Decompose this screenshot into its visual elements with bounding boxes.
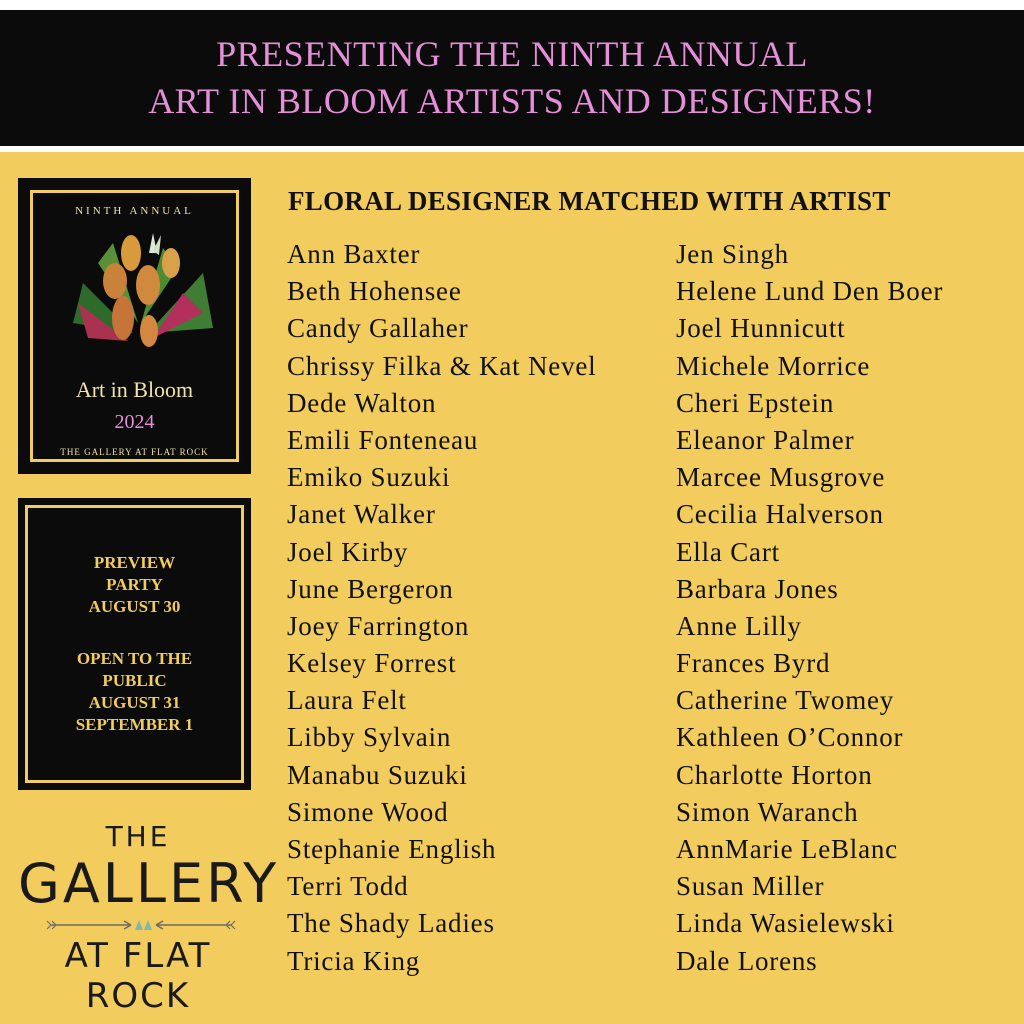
designer-name: Emili Fonteneau xyxy=(287,424,479,455)
artist-name: Marcee Musgrove xyxy=(676,462,886,493)
designer-name: Libby Sylvain xyxy=(287,722,452,753)
header-banner xyxy=(0,10,1024,146)
designer-name: Tricia King xyxy=(287,945,421,976)
artist-name: Ella Cart xyxy=(676,536,780,567)
list-title: FLORAL DESIGNER MATCHED WITH ARTIST xyxy=(288,186,891,216)
designer-name: Joel Kirby xyxy=(287,536,409,567)
designer-name: Chrissy Filka & Kat Nevel xyxy=(287,350,597,381)
poster-bottom-text: THE GALLERY AT FLAT ROCK xyxy=(60,447,209,457)
designer-name: Joey Farrington xyxy=(287,610,470,641)
header-line-2: ART IN BLOOM ARTISTS AND DESIGNERS! xyxy=(148,81,876,121)
artist-name: Cheri Epstein xyxy=(676,387,835,418)
designer-name: Dede Walton xyxy=(287,387,437,418)
logo-at-flat-rock: AT FLAT ROCK xyxy=(64,936,212,1016)
main-panel xyxy=(0,152,1024,1024)
artist-name: Charlotte Horton xyxy=(676,759,873,790)
artist-list xyxy=(676,236,943,980)
poster-frame xyxy=(30,190,239,462)
event-dates-box xyxy=(18,498,251,790)
event-poster xyxy=(18,178,251,474)
designer-name: The Shady Ladies xyxy=(287,908,495,939)
artist-name: Michele Morrice xyxy=(676,350,871,381)
designer-name: Stephanie English xyxy=(287,834,497,864)
poster-year: 2024 xyxy=(114,411,155,433)
designer-name: Manabu Suzuki xyxy=(287,759,468,790)
public-date-1: AUGUST 31 xyxy=(88,693,181,712)
designer-name: Terri Todd xyxy=(287,871,409,902)
designer-name: Ann Baxter xyxy=(287,239,421,269)
artist-name: Anne Lilly xyxy=(676,610,802,641)
designer-name: Beth Hohensee xyxy=(287,276,462,307)
artist-name: Eleanor Palmer xyxy=(676,424,855,455)
designer-name: Kelsey Forrest xyxy=(287,648,457,679)
poster-top-text: NINTH ANNUAL xyxy=(75,205,194,217)
preview-date: AUGUST 30 xyxy=(88,597,181,616)
poster-title: Art in Bloom xyxy=(75,377,194,402)
artist-name: Simon Waranch xyxy=(676,796,859,827)
designer-list xyxy=(287,236,596,980)
artist-name: Susan Miller xyxy=(676,871,825,902)
artist-name: Jen Singh xyxy=(676,239,789,269)
artist-name: AnnMarie LeBlanc xyxy=(676,834,898,864)
artist-name: Cecilia Halverson xyxy=(676,499,884,530)
designer-name: June Bergeron xyxy=(287,573,454,604)
artist-name: Dale Lorens xyxy=(676,945,818,976)
designer-name: Candy Gallaher xyxy=(287,313,469,344)
public-date-2: SEPTEMBER 1 xyxy=(75,715,194,734)
designer-name: Emiko Suzuki xyxy=(287,462,451,493)
artist-name: Joel Hunnicutt xyxy=(676,313,846,344)
flower-bouquet-image xyxy=(53,223,223,373)
header-line-1: PRESENTING THE NINTH ANNUAL xyxy=(216,34,808,74)
artist-name: Kathleen O’Connor xyxy=(676,722,904,753)
designer-name: Janet Walker xyxy=(287,499,436,530)
event-dates-frame xyxy=(25,505,244,783)
artist-name: Frances Byrd xyxy=(676,648,831,679)
designer-name: Laura Felt xyxy=(287,685,407,716)
gallery-logo xyxy=(18,816,280,1016)
preview-line-1: PREVIEW xyxy=(93,553,176,572)
public-line-1: OPEN TO THE xyxy=(76,649,193,668)
logo-gallery: GALLERY xyxy=(18,852,280,915)
artist-name: Helene Lund Den Boer xyxy=(676,276,944,307)
artist-name: Catherine Twomey xyxy=(676,685,895,716)
arrows-icon xyxy=(46,916,236,934)
artist-name: Linda Wasielewski xyxy=(676,908,895,939)
public-line-2: PUBLIC xyxy=(102,671,167,690)
preview-line-2: PARTY xyxy=(106,575,163,594)
artist-name: Barbara Jones xyxy=(676,573,839,604)
logo-the: THE xyxy=(105,820,171,853)
designer-name: Simone Wood xyxy=(287,796,449,827)
